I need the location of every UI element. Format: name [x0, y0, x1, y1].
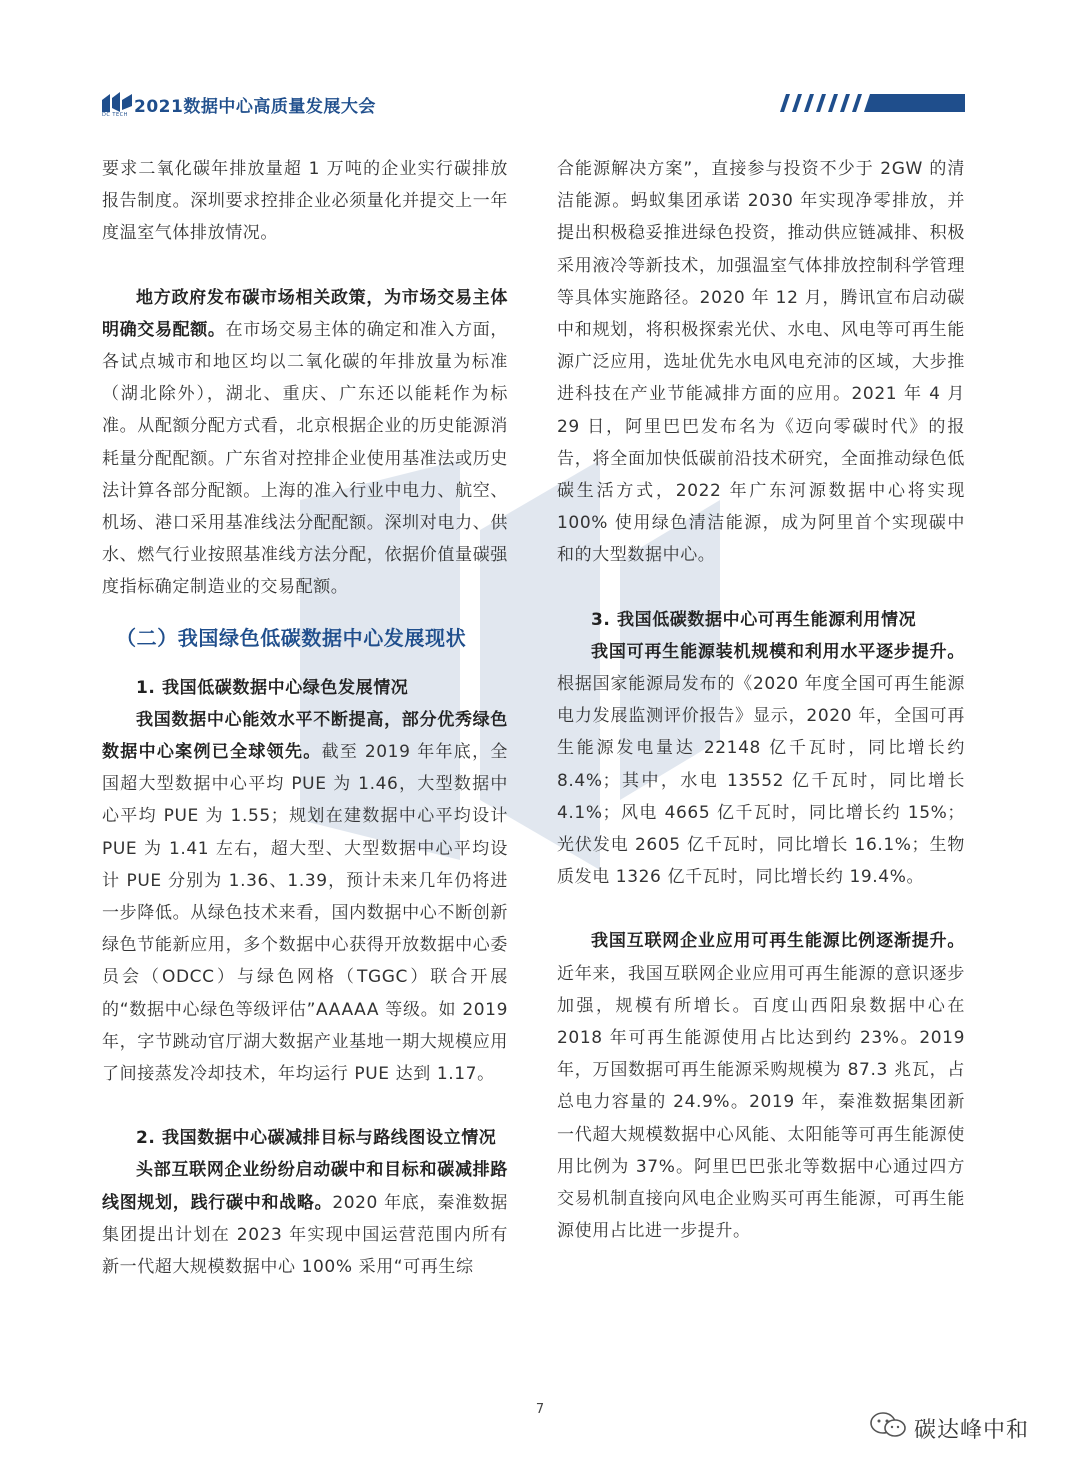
right-paragraph-3-body: 近年来，我国互联网企业应用可再生能源的意识逐步加强，规模有所增长。百度山西阳泉数据中心在 2018 年可再生能源使用占比达到约 23%。2019 年，万国数据可再生能源采购规模为 87.3 兆瓦，占总电力容量的 24.9%。2019 年，秦淮数据集团新一代超大规模数据中心风能、太阳能等可再生能源使用比例为 37%。阿里巴巴张北等数据中心通过四方交易机制直接向风电企业购买可再生能源，可再生能源使用占比进一步提升。 — [557, 963, 965, 1242]
right-paragraph-1: 合能源解决方案”，直接参与投资不少于 2GW 的清洁能源。蚂蚁集团承诺 2030 年实现净零排放，并提出积极稳妥推进绿色投资，推动供应链减排、积极采用液冷等新技术，加强温室气体排放控制科学管理等具体实施路径。2020 年 12 月，腾讯宣布启动碳中和规划，将积极探索光伏、水电、风电等可再生能源广泛应用，选址优先水电风电充沛的区域，大步推进科技在产业节能减排方面的应用。2021 年 4 月 29 日，阿里巴巴发布名为《迈向零碳时代》的报告，将全面加快低碳前沿技术研究，全面推动绿色低碳生活方式，2022 年广东河源数据中心将实现 100% 使用绿色清洁能源，成为阿里首个实现碳中和的大型数据中心。 — [557, 159, 965, 566]
section-title: （二）我国绿色低碳数据中心发展现状 — [116, 625, 467, 650]
right-paragraph-2 — [557, 636, 965, 894]
page-number: 7 — [535, 1402, 545, 1417]
logo-text: DC TECH — [102, 112, 128, 118]
right-paragraph-2-body: 根据国家能源局发布的《2020 年度全国可再生能源电力发展监测评价报告》显示，2020 年，全国可再生能源发电量达 22148 亿千瓦时，同比增长约 8.4%；其中，水电 13552 亿千瓦时，同比增长 4.1%；风电 4665 亿千瓦时，同比增长约 15%；光伏发电 2605 亿千瓦时，同比增长 16.1%；生物质发电 1326 亿千瓦时，同比增长约 19.4%。 — [557, 674, 965, 888]
wechat-icon — [868, 1410, 908, 1440]
brand-name: 碳达峰中和 — [914, 1418, 1030, 1443]
left-paragraph-2-lead: 地方政府发布碳市场相关政策，为市场交易主体明确交易配额。 — [102, 287, 508, 340]
left-paragraph-2 — [102, 282, 508, 604]
subheading-1: 1. 我国低碳数据中心绿色发展情况 — [136, 677, 409, 698]
conference-title: 2021数据中心高质量发展大会 — [134, 97, 376, 117]
right-paragraph-3 — [557, 925, 965, 1247]
subheading-3: 3. 我国低碳数据中心可再生能源利用情况 — [591, 609, 917, 630]
left-paragraph-4 — [102, 1154, 508, 1283]
right-column — [557, 153, 965, 1248]
header-stripes-icon — [780, 94, 965, 112]
left-paragraph-1: 要求二氧化碳年排放量超 1 万吨的企业实行碳排放报告制度。深圳要求控排企业必须量化并提交上一年度温室气体排放情况。 — [102, 159, 508, 244]
left-paragraph-3-lead: 我国数据中心能效水平不断提高，部分优秀绿色数据中心案例已全球领先。 — [102, 709, 508, 763]
left-paragraph-3-body: 截至 2019 年年底，全国超大型数据中心平均 PUE 为 1.46，大型数据中心平均 PUE 为 1.55；规划在建数据中心平均设计 PUE 为 1.41 左右，超大型、大型数据中心平均设计 PUE 分别为 1.36、1.39，预计未来几年仍将进一步降低。从绿色技术来看，国内数据中心不断创新绿色节能新应用，多个数据中心获得开放数据中心委员会（ODCC）与绿色网格（TGGC）联合开展的“数据中心绿色等级评估”AAAAA 等级。如 2019 年，字节跳动官厅湖大数据产业基地一期大规模应用了间接蒸发冷却技术，年均运行 PUE 达到 1.17。 — [102, 742, 509, 1085]
page-header — [100, 86, 965, 126]
right-paragraph-3-lead: 我国互联网企业应用可再生能源比例逐渐提升。 — [591, 931, 965, 952]
left-paragraph-2-body: 在市场交易主体的确定和准入方面，各试点城市和地区均以二氧化碳的年排放量为标准（湖北除外），湖北、重庆、广东还以能耗作为标准。从配额分配方式看，北京根据企业的历史能源消耗量分配配额。广东省对控排企业使用基准法或历史法计算各部分配额。上海的准入行业中电力、航空、机场、港口采用基准线法分配配额。深圳对电力、供水、燃气行业按照基准线方法分配，依据价值量碳强度指标确定制造业的交易配额。 — [102, 319, 508, 598]
right-paragraph-2-lead: 我国可再生能源装机规模和利用水平逐步提升。 — [591, 641, 965, 662]
left-column — [102, 153, 508, 1283]
subheading-2: 2. 我国数据中心碳减排目标与路线图设立情况 — [136, 1128, 497, 1149]
left-paragraph-4-body: 2020 年底，秦淮数据集团提出计划在 2023 年实现中国运营范围内所有新一代超大规模数据中心 100% 采用“可再生综 — [102, 1192, 508, 1278]
left-paragraph-3 — [102, 704, 508, 1090]
left-paragraph-4-lead: 头部互联网企业纷纷启动碳中和目标和碳减排路线图规划，践行碳中和战略。 — [102, 1160, 508, 1213]
